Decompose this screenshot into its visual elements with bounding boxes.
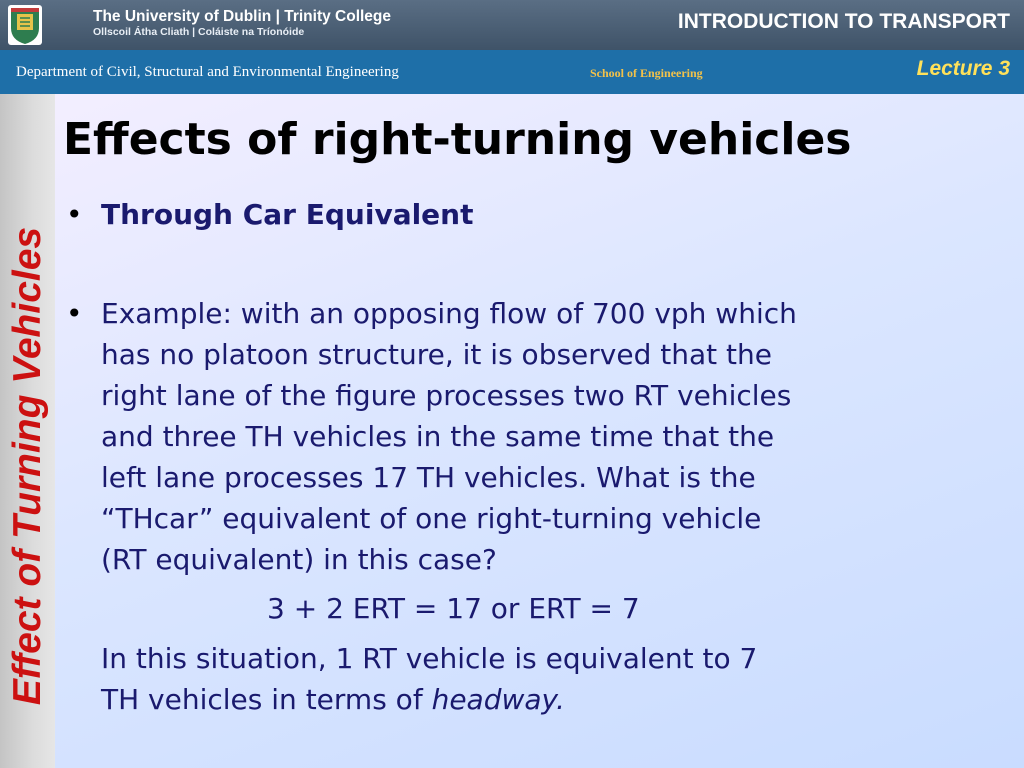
headway-emphasis: headway.	[431, 683, 565, 716]
lecture-label: Lecture 3	[916, 57, 1010, 80]
example-line: left lane processes 17 TH vehicles. What is the	[101, 461, 756, 494]
example-line: (RT equivalent) in this case?	[101, 543, 497, 576]
university-header-bar	[0, 0, 1024, 50]
example-line: Example: with an opposing flow of 700 vph which	[101, 297, 797, 330]
example-line: right lane of the figure processes two RT vehicles	[101, 379, 792, 412]
conclusion-line	[101, 683, 565, 716]
sidebar-vertical-title: Effect of Turning Vehicles	[6, 226, 49, 706]
bullet-marker: •	[66, 198, 83, 231]
bullet-marker: •	[66, 297, 83, 330]
ert-equation: 3 + 2 ERT = 17 or ERT = 7	[267, 592, 640, 625]
slide-title: Effects of right-turning vehicles	[63, 114, 852, 165]
school-name: School of Engineering	[590, 66, 703, 80]
department-bar	[0, 50, 1024, 94]
conclusion-text: TH vehicles in terms of	[101, 683, 432, 716]
university-crest-icon	[7, 4, 43, 46]
example-line: has no platoon structure, it is observed that the	[101, 338, 772, 371]
course-title: INTRODUCTION TO TRANSPORT	[677, 10, 1010, 33]
bullet-through-car-equivalent: Through Car Equivalent	[101, 198, 474, 231]
example-line: and three TH vehicles in the same time that the	[101, 420, 775, 453]
example-line: “THcar” equivalent of one right-turning vehicle	[101, 502, 762, 535]
university-name: The University of Dublin | Trinity College	[93, 8, 392, 25]
university-name-irish: Ollscoil Átha Cliath | Coláiste na Tríonóide	[93, 26, 305, 38]
department-name: Department of Civil, Structural and Environmental Engineering	[16, 64, 399, 80]
conclusion-line: In this situation, 1 RT vehicle is equivalent to 7	[101, 642, 758, 675]
